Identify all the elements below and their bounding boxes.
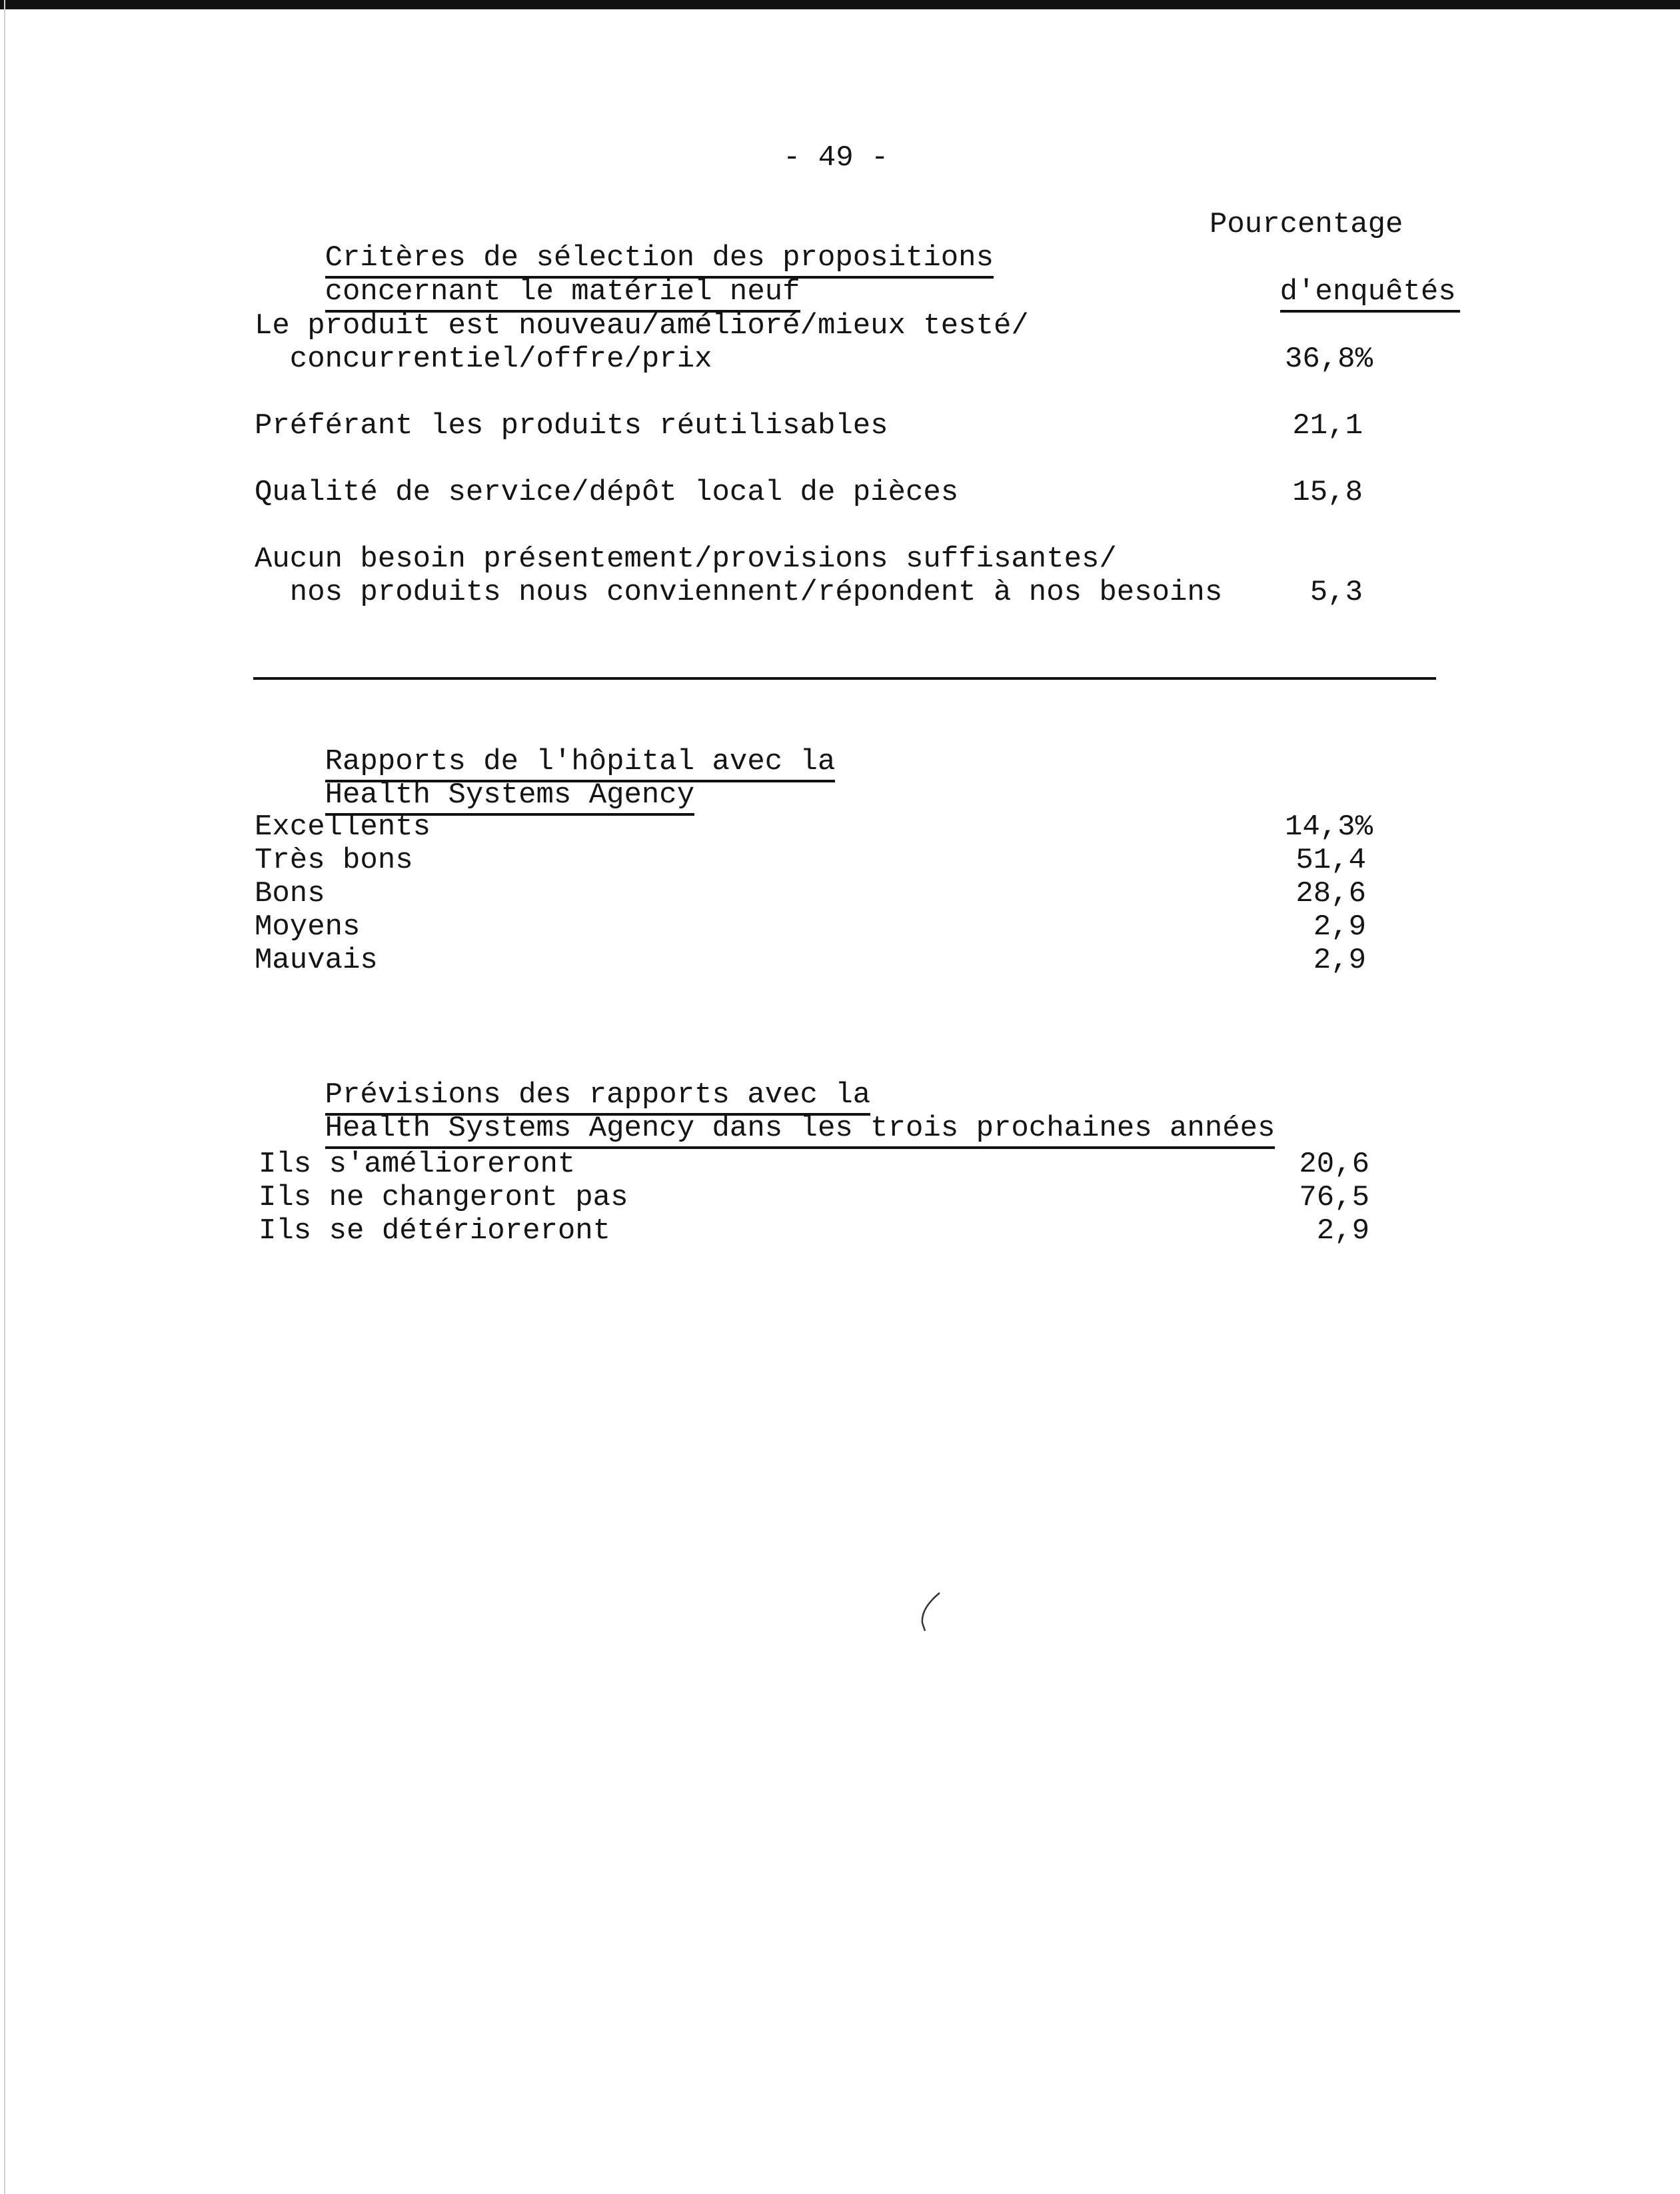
relations-row-4-label: Moyens (255, 910, 361, 944)
page-number: - 49 - (783, 141, 889, 175)
forecast-row-3-label: Ils se détérioreront (259, 1214, 611, 1248)
criteria-row-3-value: 15,8 (1292, 476, 1363, 509)
relations-heading-line2: Health Systems Agency (325, 778, 695, 816)
forecast-row-2-value: 76,5 (1299, 1181, 1369, 1214)
criteria-row-4-value: 5,3 (1309, 576, 1363, 609)
criteria-row-1-line2: concurrentiel/offre/prix (255, 343, 712, 376)
column-header-line2: d'enquêtés (1280, 275, 1460, 313)
relations-row-1-value: 14,3% (1284, 810, 1373, 844)
column-header-line1: Pourcentage (1210, 208, 1403, 241)
relations-row-1-label: Excellents (255, 810, 431, 844)
criteria-row-4-line1: Aucun besoin présentement/provisions suffisantes/ (255, 543, 1117, 576)
criteria-row-2-value: 21,1 (1292, 409, 1363, 443)
scan-left-edge (4, 0, 5, 2194)
relations-row-3-value: 28,6 (1295, 877, 1366, 910)
forecast-row-3-value: 2,9 (1316, 1214, 1369, 1248)
relations-row-4-value: 2,9 (1313, 910, 1366, 944)
forecast-heading-line2: Health Systems Agency dans les trois prochaines années (325, 1112, 1275, 1149)
forecast-row-1-value: 20,6 (1299, 1148, 1369, 1181)
criteria-heading-line2: concernant le matériel neuf (325, 275, 800, 313)
criteria-row-4-line2: nos produits nous conviennent/répondent à nos besoins (255, 576, 1223, 609)
relations-heading-line1: Rapports de l'hôpital avec la (325, 745, 836, 782)
criteria-row-3-label: Qualité de service/dépôt local de pièces (255, 476, 959, 509)
relations-row-2-label: Très bons (255, 844, 413, 877)
forecast-heading-line1: Prévisions des rapports avec la (325, 1078, 871, 1116)
criteria-row-1-line1: Le produit est nouveau/amélioré/mieux testé/ (255, 309, 1029, 343)
relations-row-5-label: Mauvais (255, 944, 378, 977)
relations-row-5-value: 2,9 (1313, 944, 1366, 977)
criteria-row-2-label: Préférant les produits réutilisables (255, 409, 888, 443)
criteria-row-1-value: 36,8% (1284, 343, 1373, 376)
criteria-heading-line1: Critères de sélection des propositions (325, 241, 994, 279)
section-divider (253, 677, 1436, 680)
relations-row-3-label: Bons (255, 877, 325, 910)
forecast-row-2-label: Ils ne changeront pas (259, 1181, 628, 1214)
stray-pen-mark (913, 1590, 946, 1636)
scan-top-border (0, 0, 1680, 9)
relations-row-2-value: 51,4 (1295, 844, 1366, 877)
forecast-row-1-label: Ils s'amélioreront (259, 1148, 576, 1181)
